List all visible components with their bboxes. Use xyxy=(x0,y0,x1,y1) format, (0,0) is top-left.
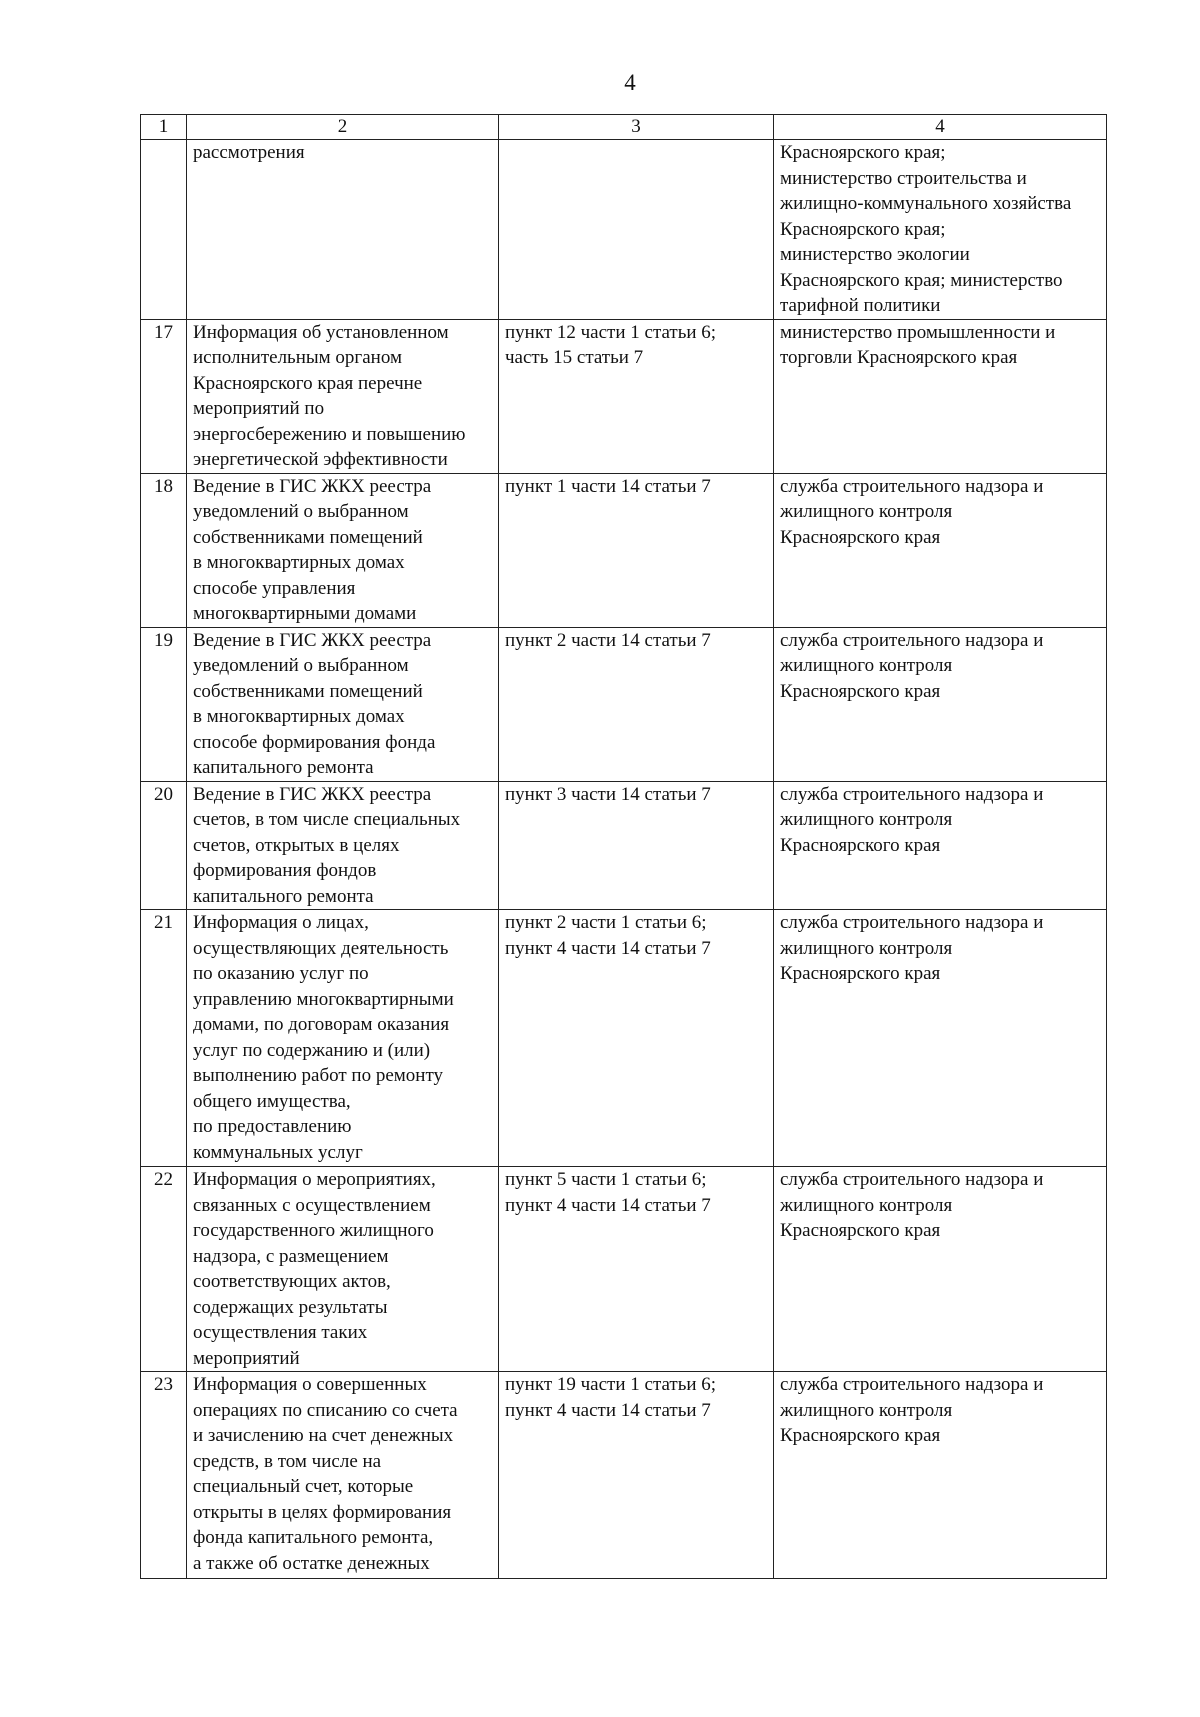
table-header-row xyxy=(141,115,1107,140)
responsible-cell xyxy=(774,473,1107,627)
row-number: 19 xyxy=(141,627,187,781)
row-number: 22 xyxy=(141,1167,187,1372)
row-number: 18 xyxy=(141,473,187,627)
info-text: Ведение в ГИС ЖКХ реестра уведомлений о выбранном собственниками помещений в многоквартирных домах способе управления многоквартирными домами xyxy=(193,475,432,624)
header-cell: 1 xyxy=(141,115,187,140)
legal-basis-text: пункт 12 части 1 статьи 6; часть 15 статьи 7 xyxy=(505,321,717,368)
information-table xyxy=(140,114,1107,1579)
table-row xyxy=(141,627,1107,781)
responsible-cell xyxy=(774,1167,1107,1372)
legal-basis-text: пункт 5 части 1 статьи 6; пункт 4 части 14 статьи 7 xyxy=(505,1169,711,1216)
table-row xyxy=(141,1167,1107,1372)
table-row xyxy=(141,1372,1107,1579)
responsible-cell xyxy=(774,319,1107,473)
table-row xyxy=(141,319,1107,473)
responsible-text: министерство промышленности и торговли Красноярского края xyxy=(780,321,1056,368)
info-text: Информация о мероприятиях, связанных с осуществлением государственного жилищного надзора, с размещением соответствующих актов, содержащих результаты осуществления таких мероприятий xyxy=(193,1169,436,1369)
legal-basis-text: пункт 3 части 14 статьи 7 xyxy=(505,783,711,805)
responsible-text: служба строительного надзора и жилищного контроля Красноярского края xyxy=(780,912,1044,984)
legal-basis-cell xyxy=(499,910,774,1167)
header-cell: 4 xyxy=(774,115,1107,140)
responsible-cell xyxy=(774,781,1107,910)
header-cell: 3 xyxy=(499,115,774,140)
table-row xyxy=(141,910,1107,1167)
info-text: Информация об установленном исполнительным органом Красноярского края перечне мероприятий по энергосбережению и повышению энергетической эффективности xyxy=(193,321,466,470)
legal-basis-cell xyxy=(499,140,774,320)
page-number: 4 xyxy=(624,70,636,95)
responsible-text: служба строительного надзора и жилищного контроля Красноярского края xyxy=(780,783,1044,856)
legal-basis-cell xyxy=(499,781,774,910)
table-row xyxy=(141,473,1107,627)
responsible-cell xyxy=(774,1372,1107,1579)
responsible-cell xyxy=(774,910,1107,1167)
info-cell xyxy=(187,1167,499,1372)
row-number: 23 xyxy=(141,1372,187,1579)
legal-basis-cell xyxy=(499,627,774,781)
info-cell xyxy=(187,627,499,781)
info-cell xyxy=(187,1372,499,1579)
legal-basis-text: пункт 19 части 1 статьи 6; пункт 4 части 14 статьи 7 xyxy=(505,1374,717,1421)
legal-basis-text: пункт 2 части 1 статьи 6; пункт 4 части 14 статьи 7 xyxy=(505,912,711,959)
responsible-text: служба строительного надзора и жилищного контроля Красноярского края xyxy=(780,629,1044,702)
info-text: Ведение в ГИС ЖКХ реестра счетов, в том числе специальных счетов, открытых в целях формирования фондов капитального ремонта xyxy=(193,783,461,907)
legal-basis-text: пункт 1 части 14 статьи 7 xyxy=(505,475,711,497)
responsible-text: Красноярского края; министерство строительства и жилищно-коммунального хозяйства Красноярского края; министерство экологии Красноярского края; министерство тарифной политики xyxy=(780,142,1072,316)
legal-basis-cell xyxy=(499,1167,774,1372)
legal-basis-cell xyxy=(499,319,774,473)
responsible-text: служба строительного надзора и жилищного контроля Красноярского края xyxy=(780,1169,1044,1241)
info-cell xyxy=(187,319,499,473)
row-number xyxy=(141,140,187,320)
responsible-cell xyxy=(774,627,1107,781)
info-text: Ведение в ГИС ЖКХ реестра уведомлений о выбранном собственниками помещений в многоквартирных домах способе формирования фонда капитального ремонта xyxy=(193,629,436,778)
info-cell xyxy=(187,473,499,627)
row-number: 21 xyxy=(141,910,187,1167)
info-text: Информация о лицах, осуществляющих деятельность по оказанию услуг по управлению многоквартирными домами, по договорам оказания услуг по содержанию и (или) выполнению работ по ремонту общего имущества, по предоставлению коммунальных услуг xyxy=(193,912,454,1163)
info-text: рассмотрения xyxy=(193,142,305,163)
header-cell: 2 xyxy=(187,115,499,140)
info-text: Информация о совершенных операциях по списанию со счета и зачислению на счет денежных средств, в том числе на специальный счет, которые открыты в целях формирования фонда капитального ремонта, а также об остатке денежных xyxy=(193,1374,458,1574)
info-cell xyxy=(187,781,499,910)
legal-basis-cell xyxy=(499,473,774,627)
info-cell xyxy=(187,910,499,1167)
responsible-text: служба строительного надзора и жилищного контроля Красноярского края xyxy=(780,475,1044,548)
info-cell xyxy=(187,140,499,320)
legal-basis-text: пункт 2 части 14 статьи 7 xyxy=(505,629,711,651)
responsible-text: служба строительного надзора и жилищного контроля Красноярского края xyxy=(780,1374,1044,1446)
legal-basis-cell xyxy=(499,1372,774,1579)
row-number: 17 xyxy=(141,319,187,473)
table-row xyxy=(141,140,1107,320)
row-number: 20 xyxy=(141,781,187,910)
table-row xyxy=(141,781,1107,910)
responsible-cell xyxy=(774,140,1107,320)
